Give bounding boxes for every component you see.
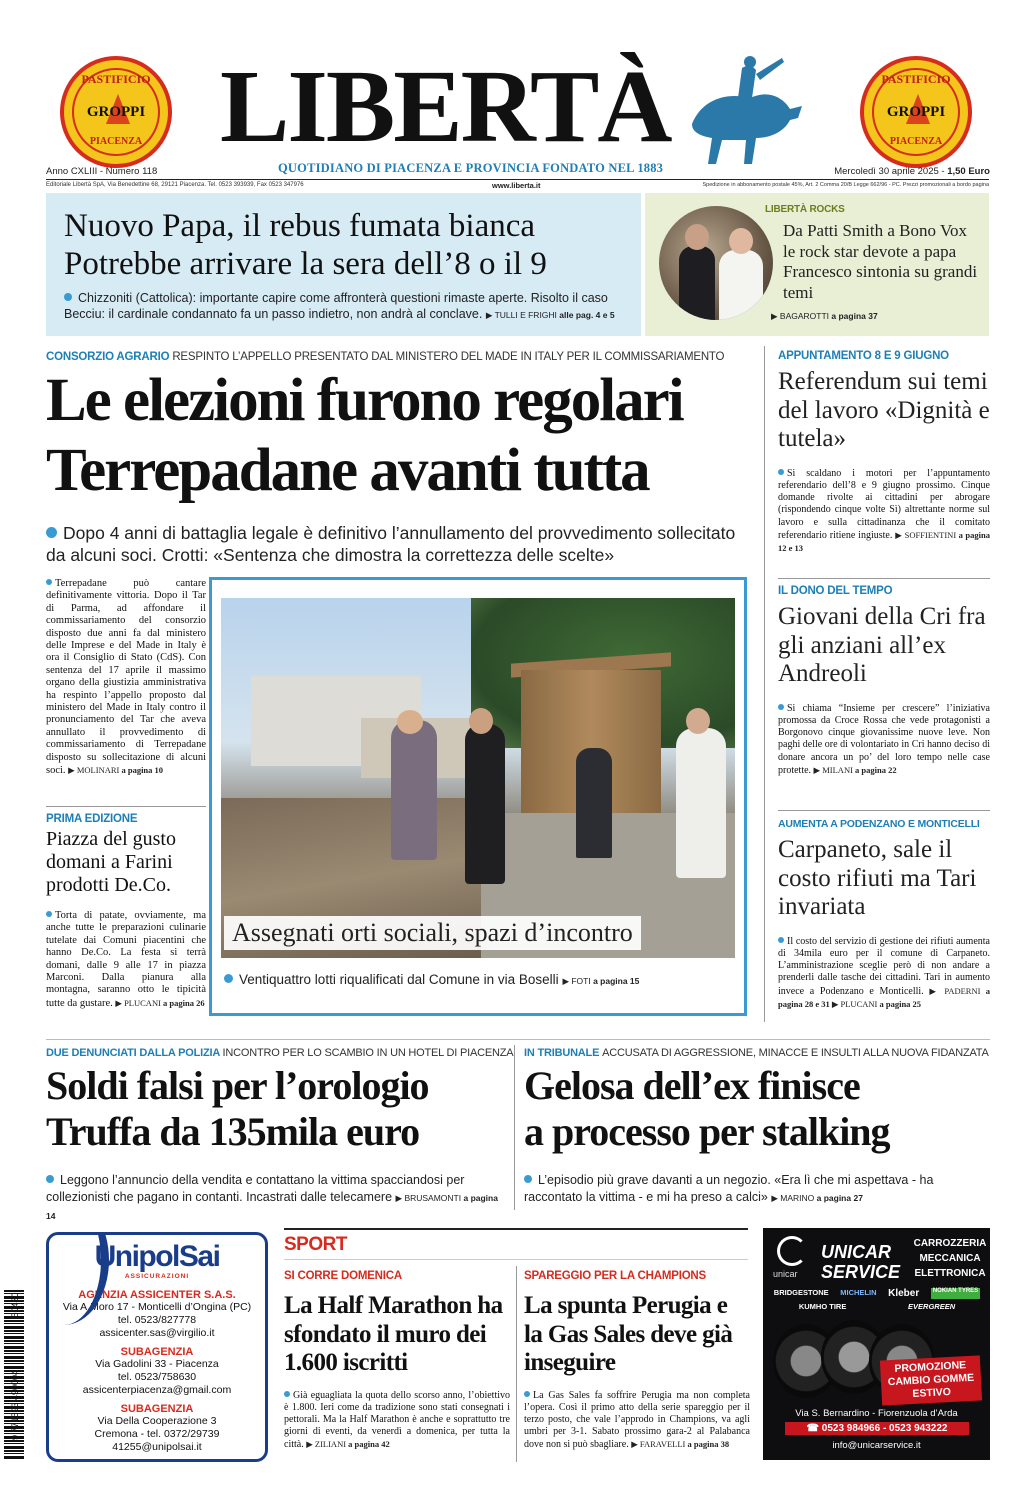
unipolsai-mail3[interactable]: 41255@unipolsai.it: [112, 1441, 202, 1453]
sport-right-headline[interactable]: La spunta Perugia e la Gas Sales deve già inseguire: [524, 1292, 733, 1376]
unipolsai-agency: AGENZIA ASSICENTER S.A.S.: [78, 1289, 236, 1301]
right-1-kicker: APPUNTAMENTO 8 E 9 GIUGNO: [778, 350, 949, 362]
masthead-divider: [46, 179, 989, 180]
rocks-headline[interactable]: Da Patti Smith a Bono Vox le rock star devote a papa Francesco sintonia su grandi temi: [783, 221, 978, 302]
lead-ref-page: alle pag. 4 e 5: [559, 310, 615, 320]
main-summary-text: Dopo 4 anni di battaglia legale è definitivo l’annullamento del provvedimento sollecitato da alcuni soci. Crotti: «Sentenza che dimostra la correttezza delle scelte»: [46, 523, 736, 565]
bullet-icon: [284, 1391, 290, 1397]
brand-bridgestone: BRIDGESTONE: [773, 1288, 829, 1297]
bullet-icon: [778, 937, 784, 943]
unipolsai-sub1: SUBAGENZIA: [120, 1346, 194, 1358]
rocks-box[interactable]: [645, 193, 989, 336]
bullet-icon: [524, 1391, 530, 1397]
br-kicker-rest: ACCUSATA DI AGGRESSIONE, MINACCE E INSULTI ALLA NUOVA FIDANZATA: [602, 1047, 989, 1059]
main-kicker: [46, 351, 724, 363]
unipolsai-addr3: Via Della Cooperazione 3: [97, 1415, 217, 1427]
brand-evergreen: EVERGREEN: [908, 1302, 956, 1311]
unicar-logo-icon: [777, 1236, 807, 1266]
brand-michelin: MICHELIN: [840, 1288, 877, 1297]
right-3-headline[interactable]: Carpaneto, sale il costo rifiuti ma Tari invariata: [778, 836, 977, 920]
unicar-logo-text: unicar: [773, 1269, 798, 1279]
right-1-ref-author: SOFFIENTINI: [904, 529, 957, 540]
main-ref: ▶ MOLINARI a pagina 10: [68, 765, 164, 776]
bl-summary: [46, 1172, 506, 1225]
postal-info: Spedizione in abbonamento postale 45%, Art. 2 Comma 20/B Legge 662/96 - PC. Prezzi promozionali a bordo pagina: [702, 182, 989, 188]
lead-headline-2[interactable]: Potrebbe arrivare la sera dell’8 o il 9: [64, 246, 547, 282]
lead-headline-1[interactable]: Nuovo Papa, il rebus fumata bianca: [64, 208, 536, 244]
issue-date-price: [820, 166, 990, 177]
sport-mid-vrule: [516, 1266, 517, 1462]
sport-right-ref-author: FARAVELLI: [639, 1439, 686, 1450]
right-3-ref-page-2: a pagina 25: [879, 998, 922, 1009]
right-story-2[interactable]: [778, 585, 990, 777]
right-3-ref-page: a pagina 28 e 31: [778, 985, 990, 1009]
unipolsai-tel2: tel. 0523/758630: [117, 1371, 197, 1383]
right-2-ref: ▶ MILANI a pagina 22: [813, 764, 897, 775]
pastificio-groppi-logo-right: PASTIFICIO GROPPI PIACENZA: [860, 56, 972, 168]
unipolsai-sub2: SUBAGENZIA: [120, 1403, 194, 1415]
right-story-3[interactable]: [778, 818, 990, 1011]
masthead-title[interactable]: LIBERTÀ: [220, 49, 671, 164]
main-ref-page: a pagina 10: [121, 765, 164, 776]
right-2-body: [778, 703, 990, 778]
main-summary: [46, 522, 756, 566]
right-1-ref-page: a pagina 12 e 13: [778, 529, 990, 554]
photo-ref: ▶ FOTI a pagina 15: [562, 976, 640, 986]
sport-left-ref-page: a pagina 42: [348, 1439, 390, 1450]
right-3-body: [778, 936, 990, 1012]
rocks-ref-page: a pagina 37: [831, 311, 878, 321]
rocks-photo: [659, 206, 773, 320]
photo-sub: [224, 972, 639, 987]
br-headline-1[interactable]: Gelosa dell’ex finisce: [524, 1063, 860, 1108]
right-divider-2: [778, 810, 990, 811]
br-ref: ▶ MARINO a pagina 27: [771, 1193, 863, 1203]
right-divider-1: [778, 578, 990, 579]
right-3-kicker: AUMENTA A PODENZANO E MONTICELLI: [778, 818, 980, 830]
bullet-icon: [524, 1175, 532, 1183]
prima-body: [46, 910, 206, 1010]
unipolsai-addr1: Via A.Moro 17 - Monticelli d’Ongina (PC): [62, 1301, 252, 1313]
photo-caption[interactable]: Assegnati orti sociali, spazi d’incontro: [224, 916, 641, 950]
unicar-service-3: ELETTRONICA: [914, 1268, 986, 1279]
unicar-address: Via S. Bernardino - Fiorenzuola d’Arda: [795, 1408, 958, 1419]
unipolsai-brand-sub: ASSICURAZIONI: [124, 1273, 190, 1280]
unicar-promo: PROMOZIONE CAMBIO GOMME ESTIVO: [880, 1355, 982, 1405]
right-1-body-text: Si scaldano i motori per l’appuntamento referendario dell’8 e 9 giugno prossimo. Cinque domande rivolte ai cittadini per abrogare (rispondendo cinque volte Sì) altrettante norme sul lavoro e sulla cittadinanza che il comitato referendario ritiene ingiuste.: [778, 467, 990, 541]
prima-kicker: PRIMA EDIZIONE: [46, 813, 138, 825]
pastificio-groppi-logo-left: PASTIFICIO GROPPI PIACENZA: [60, 56, 172, 168]
bl-kicker: [46, 1047, 513, 1059]
bl-ref: ▶ BRUSAMONTI a pagina 14: [46, 1193, 498, 1221]
bl-headline-1[interactable]: Soldi falsi per l’orologio: [46, 1063, 429, 1108]
publisher-info: Editoriale Libertà SpA, Via Benedettine 68, 29121 Piacenza. Tel. 0523 393939, Fax 0523 347976: [46, 182, 304, 188]
br-ref-author: MARINO: [780, 1193, 815, 1203]
br-kicker: [524, 1047, 989, 1059]
photo-ref-page: a pagina 15: [593, 976, 640, 986]
prima-divider: [46, 806, 206, 807]
br-headline-2[interactable]: a processo per stalking: [524, 1109, 890, 1154]
issue-date: Mercoledì 30 aprile 2025 -: [834, 166, 948, 177]
sport-left-body: [284, 1390, 510, 1452]
main-headline-1[interactable]: Le elezioni furono regolari: [46, 367, 683, 434]
unicar-name-1: UNICAR: [821, 1242, 891, 1262]
photo-frame[interactable]: [209, 577, 747, 1016]
unicar-brands: [771, 1288, 983, 1311]
br-ref-page: a pagina 27: [816, 1193, 863, 1203]
sport-top-rule: [284, 1228, 748, 1230]
right-2-ref-author: MILANI: [822, 764, 853, 775]
bullet-icon: [64, 293, 72, 301]
sport-left-ref: ▶ ZILIANI a pagina 42: [306, 1439, 390, 1450]
prima-ref-page: a pagina 26: [163, 997, 205, 1008]
unipolsai-ad[interactable]: [46, 1232, 268, 1462]
unipolsai-mail1[interactable]: assicenter.sas@virgilio.it: [99, 1327, 215, 1339]
lead-summary: [64, 290, 634, 323]
prima-body-text: Torta di patate, ovviamente, ma anche tutte le preparazioni culinarie tutelate dai Comuni piacentini che hanno De.Co. La festa si terrà domani, dalle 9 alle 17 in piazza Marconi. Dalla pianura alla montagna, saranno otto le tipicità tutte da gustare.: [46, 910, 206, 1009]
right-1-body: [778, 468, 990, 556]
brand-kumho: KUMHO TIRE: [798, 1302, 847, 1311]
equestrian-statue-icon: [672, 54, 817, 169]
bl-kicker-label: DUE DENUNCIATI DALLA POLIZIA: [46, 1047, 220, 1059]
right-3-body-text: Il costo del servizio di gestione dei rifiuti aumenta di 34mila euro per il comune di Carpaneto. L’amministrazione sceglie però di non andare a prenderli dalle tasche dei cittadini. Tari in aumento invece a Podenzano e Monticelli.: [778, 935, 990, 997]
right-2-body-text: Si chiama “Insieme per crescere” l’iniziativa promossa da Croce Rossa che vede protagonisti a Borgonovo cinque giovanissime nuove leve. Non paghi delle ore di volontariato in Cri hanno deciso di donare ancora un po’ del loro tempo nelle case protette.: [778, 702, 990, 776]
unicar-phones-box: [785, 1422, 969, 1435]
barcode-side: 50430: [10, 1292, 20, 1318]
sport-right-ref-page: a pagina 38: [687, 1439, 730, 1450]
main-headline-2[interactable]: Terrepadane avanti tutta: [46, 437, 649, 504]
photo-ref-author: FOTI: [571, 976, 591, 986]
row-divider: [46, 1039, 990, 1040]
bullet-icon: [46, 911, 52, 917]
brand-kleber: Kleber: [888, 1288, 920, 1299]
sport-right-kicker: SPAREGGIO PER LA CHAMPIONS: [524, 1270, 707, 1282]
unicar-service-2: MECCANICA: [919, 1253, 981, 1264]
sport-story-left[interactable]: [284, 1270, 510, 1452]
unipolsai-tel3: Cremona - tel. 0372/29739: [94, 1428, 220, 1440]
unicar-email[interactable]: info@unicarservice.it: [832, 1440, 921, 1451]
orti-photo: [221, 598, 735, 958]
row-mid-rule: [514, 1045, 515, 1210]
unicar-ad[interactable]: [763, 1228, 990, 1460]
lead-ref-author: TULLI E FRIGHI: [494, 310, 557, 320]
photo-sub-text: Ventiquattro lotti riqualificati dal Comune in via Boselli: [239, 972, 559, 987]
right-column-rule: [764, 346, 765, 1022]
main-body-text: Terrepadane può cantare definitivamente vittoria. Dopo il Tar di Parma, ad affondare il commissariamento del consorzio disposto due anni fa dal ministero delle Imprese e del Made in Italy è ora il Consiglio di Stato (CdS). Con sentenza del 17 aprile il massimo organo della giustizia amministrativa ha respinto l’appello proposto dal ministero del Made in Italy contro il pronunciamento del Tar che aveva annullato il provvedimento di commissariamento di Terrepadane disposto su sollecitazione di alcuni soci.: [46, 578, 206, 777]
bullet-icon: [778, 704, 784, 710]
unipolsai-mail2[interactable]: assicenterpiacenza@gmail.com: [82, 1384, 232, 1396]
sport-left-headline[interactable]: La Half Marathon ha sfondato il muro dei 1.600 iscritti: [284, 1292, 503, 1376]
rocks-ref-author: BAGAROTTI: [779, 311, 830, 321]
prima-ref-author: PLUCANI: [124, 997, 161, 1008]
right-3-ref-author-2: PLUCANI: [840, 998, 878, 1009]
lead-story-box[interactable]: [46, 193, 641, 336]
right-2-kicker: IL DONO DEL TEMPO: [778, 585, 893, 597]
sport-right-ref: ▶ FARAVELLI a pagina 38: [631, 1439, 730, 1450]
main-kicker-rest: RESPINTO L’APPELLO PRESENTATO DAL MINISTERO DEL MADE IN ITALY PER IL COMMISSARIAMENTO: [172, 351, 725, 363]
price: 1,50 Euro: [947, 166, 990, 177]
sport-right-body-text: La Gas Sales fa soffrire Perugia ma non completa l’opera. Così il primo atto della serie spareggio per il terzo posto, che vale l’approdo in Champions, va agli umbri per 3-1. Sabato prossimo gara-2 al Palabanca dove non si può sbagliare.: [524, 1389, 750, 1451]
sport-left-body-text: Già eguagliata la quota dello scorso anno, l’obiettivo è 1.800. Ieri come da tradizione sono stati consegnati i pettorali. Ma la Half Marathon è anche e soprattutto tre giorni di eventi, da venerdì a domenica, per tutta la città.: [284, 1389, 510, 1451]
main-kicker-label: CONSORZIO AGRARIO: [46, 351, 170, 363]
prima-ref: ▶ PLUCANI a pagina 26: [115, 997, 205, 1008]
right-2-headline[interactable]: Giovani della Cri fra gli anziani all’ex Andreoli: [778, 603, 986, 687]
bl-kicker-rest: INCONTRO PER LO SCAMBIO IN UN HOTEL DI PIACENZA: [222, 1047, 514, 1059]
bullet-icon: [46, 1175, 54, 1183]
bl-headline-2[interactable]: Truffa da 135mila euro: [46, 1109, 420, 1154]
right-1-ref: ▶ SOFFIENTINI a pagina 12 e 13: [778, 529, 990, 554]
bullet-icon: [46, 527, 57, 538]
lead-summary-text: Chizzoniti (Cattolica): importante capire come affronterà questioni rimaste aperte. Risolto il caso Becciu: il cardinale condannato fa un passo indietro, non andrà al conclave.: [64, 291, 608, 321]
right-story-1[interactable]: [778, 350, 990, 556]
website-link[interactable]: www.liberta.it: [492, 181, 541, 190]
rocks-ref: ▶ BAGAROTTI a pagina 37: [771, 311, 878, 321]
main-ref-author: MOLINARI: [76, 765, 120, 776]
unicar-phones: 0523 984966 - 0523 943222: [821, 1423, 948, 1434]
bullet-icon: [46, 579, 52, 585]
masthead-tagline: QUOTIDIANO DI PIACENZA E PROVINCIA FONDATO NEL 1883: [278, 161, 664, 175]
unipolsai-brand: UnipolSai: [94, 1240, 220, 1273]
bl-ref-author: BRUSAMONTI: [404, 1193, 462, 1203]
phone-icon: ☎: [806, 1423, 822, 1434]
bl-ref-page: a pagina 14: [46, 1193, 498, 1221]
right-3-ref-author: PADERNI: [944, 985, 981, 996]
unipolsai-tel1: tel. 0523/827778: [117, 1314, 197, 1326]
sport-story-right[interactable]: [524, 1270, 750, 1452]
lead-ref: ▶ TULLI E FRIGHI alle pag. 4 e 5: [485, 310, 615, 320]
main-body: [46, 578, 206, 778]
sport-left-ref-author: ZILIANI: [314, 1439, 347, 1450]
unicar-service-1: CARROZZERIA: [913, 1238, 987, 1249]
issue-number: Anno CXLIII - Numero 118: [46, 166, 158, 177]
rocks-kicker: LIBERTÀ ROCKS: [765, 204, 845, 215]
right-1-headline[interactable]: Referendum sui temi del lavoro «Dignità e tutela»: [778, 368, 990, 452]
br-summary-text: L’episodio più grave davanti a un negozio. «Era lì che mi aspettava - ha raccontato la vittima - e mi ha preso a calci»: [524, 1173, 934, 1204]
right-3-ref: ▶ PADERNI a pagina 28 e 31 ▶ PLUCANI a pagina 25: [778, 985, 990, 1009]
prima-headline[interactable]: Piazza del gusto domani a Farini prodotti De.Co.: [46, 828, 176, 896]
unicar-name-2: SERVICE: [821, 1262, 901, 1282]
sport-mid-rule: [284, 1259, 748, 1260]
unicar-services: [911, 1236, 989, 1281]
sport-section-label: SPORT: [284, 1234, 347, 1255]
unipolsai-addr2: Via Gadolini 33 - Piacenza: [95, 1358, 219, 1370]
br-summary: [524, 1172, 990, 1207]
sport-right-body: [524, 1390, 750, 1452]
brand-nokian: NOKIAN TYRES: [931, 1288, 980, 1299]
bl-summary-text: Leggono l’annuncio della vendita e contattano la vittima spacciandosi per collezionisti che pagano in contanti. Incastrati dalle telecamere: [46, 1173, 465, 1204]
sport-left-kicker: SI CORRE DOMENICA: [284, 1270, 402, 1282]
bullet-icon: [778, 469, 784, 475]
right-2-ref-page: a pagina 22: [855, 764, 897, 775]
barcode-number: 9 771593 490004: [10, 1369, 20, 1441]
br-kicker-label: IN TRIBUNALE: [524, 1047, 600, 1059]
bullet-icon: [224, 974, 233, 983]
